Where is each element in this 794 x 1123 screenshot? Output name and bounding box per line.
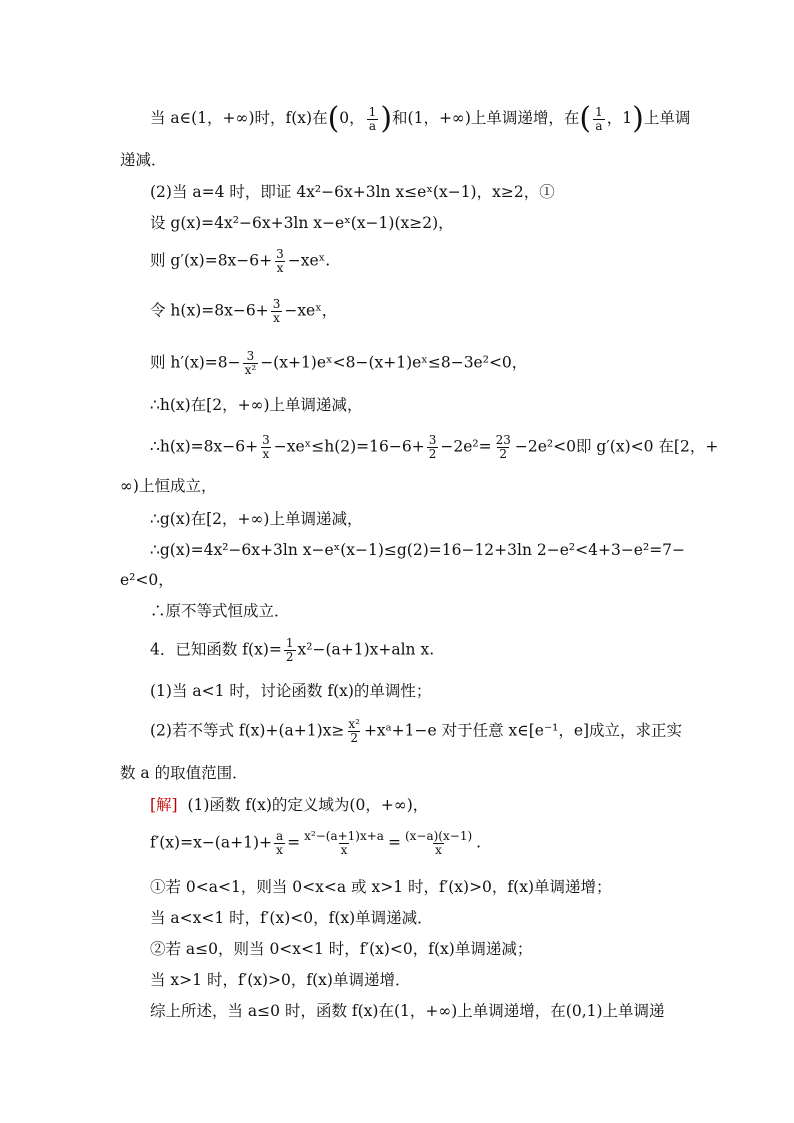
fraction xyxy=(367,106,379,133)
text: +xᵃ+1−e 对于任意 x∈[e⁻¹，e]成立，求正实 xyxy=(363,721,683,740)
fraction xyxy=(274,830,285,857)
line-5 xyxy=(150,248,330,275)
line-14: ∴原不等式恒成立． xyxy=(150,602,290,620)
denominator: x xyxy=(276,843,283,857)
line-3: (2)当 a=4 时，即证 4x²−6x+3ln x≤eˣ(x−1)，x≥2，① xyxy=(150,183,555,201)
denominator: 2 xyxy=(499,447,508,461)
line-24: 当 x>1 时，f′(x)>0，f(x)单调递增． xyxy=(150,971,411,989)
line-17 xyxy=(150,718,682,745)
numerator: 23 xyxy=(495,433,511,447)
line-20 xyxy=(150,830,481,857)
line-22: 当 a<x<1 时，f′(x)<0，f(x)单调递减． xyxy=(150,909,433,927)
fraction xyxy=(302,830,386,857)
numerator: 3 xyxy=(428,433,437,447)
line-11: ∴g(x)在[2，+∞)上单调递减， xyxy=(150,510,363,528)
line-23: ②若 a≤0，则当 0<x<1 时，f′(x)<0，f(x)单调递减； xyxy=(150,940,533,958)
text: −2e²<0即 g′(x)<0 在[2，+ xyxy=(514,437,719,456)
text: = xyxy=(287,833,301,852)
numerator: 1 xyxy=(285,636,294,650)
line-2: 递减． xyxy=(120,151,167,169)
text: f′(x)=x−(a+1)+ xyxy=(150,833,272,852)
denominator: x xyxy=(262,447,270,461)
numerator: x²−(a+1)x+a xyxy=(304,829,384,843)
text: (2)若不等式 f(x)+(a+1)x≥ xyxy=(150,721,345,740)
text: 当 a∈(1，+∞)时，f(x)在 xyxy=(150,109,328,127)
text: . xyxy=(476,833,482,852)
paren-open: ( xyxy=(579,101,592,136)
line-15 xyxy=(150,637,434,664)
text: ，1 xyxy=(606,109,633,127)
denominator: 2 xyxy=(428,447,437,461)
text: (1)函数 f(x)的定义域为(0，+∞)， xyxy=(187,796,429,814)
denominator: x xyxy=(273,311,280,325)
fraction xyxy=(274,248,286,275)
denominator: x xyxy=(435,843,442,857)
numerator: 3 xyxy=(272,297,281,311)
solution-tag: [解] xyxy=(150,796,178,814)
line-12: ∴g(x)=4x²−6x+3ln x−eˣ(x−1)≤g(2)=16−12+3ln 2−e²<4+3−e²=7− xyxy=(150,541,686,559)
line-19 xyxy=(150,795,428,815)
text: −2e²= xyxy=(440,437,492,456)
fraction xyxy=(271,298,283,325)
line-1 xyxy=(150,101,691,136)
denominator: x xyxy=(340,843,348,857)
text: 则 h′(x)=8− xyxy=(150,353,241,372)
line-18: 数 a 的取值范围． xyxy=(120,764,248,782)
text: = xyxy=(387,833,401,852)
paren-close: ) xyxy=(380,101,393,136)
denominator: a xyxy=(368,118,377,133)
denominator: 2 xyxy=(285,650,294,664)
numerator: (x−a)(x−1) xyxy=(404,829,473,843)
text: 和(1，+∞)上单调递增，在 xyxy=(392,109,580,127)
text: 上单调 xyxy=(643,109,691,127)
denominator: 2 xyxy=(350,731,358,745)
text: 4．已知函数 f(x)= xyxy=(150,640,282,659)
numerator: 3 xyxy=(276,247,284,261)
numerator: a xyxy=(275,829,284,843)
fraction xyxy=(284,637,296,664)
text: −xeˣ， xyxy=(284,301,338,320)
numerator: 1 xyxy=(595,104,603,119)
numerator: 1 xyxy=(368,104,377,119)
line-13: e²<0， xyxy=(120,571,174,589)
line-25: 综上所述，当 a≤0 时，函数 f(x)在(1，+∞)上单调递增，在(0,1)上单调递 xyxy=(150,1002,665,1020)
text: −(x+1)eˣ<8−(x+1)eˣ≤8−3e²<0， xyxy=(260,353,528,372)
text: 0， xyxy=(339,109,365,127)
fraction xyxy=(427,434,439,461)
fraction xyxy=(403,830,474,857)
line-16: (1)当 a<1 时，讨论函数 f(x)的单调性； xyxy=(150,682,432,700)
fraction xyxy=(346,718,362,745)
text: 则 g′(x)=8x−6+ xyxy=(150,251,273,270)
line-10: ∞)上恒成立， xyxy=(120,477,217,495)
line-6 xyxy=(150,298,337,325)
line-4: 设 g(x)=4x²−6x+3ln x−eˣ(x−1)(x≥2)， xyxy=(150,214,454,232)
denominator: x² xyxy=(244,363,257,377)
numerator: x² xyxy=(348,717,360,731)
line-21: ①若 0<a<1，则当 0<x<a 或 x>1 时，f′(x)>0，f(x)单调递增； xyxy=(150,878,612,896)
paren-open: ( xyxy=(327,101,340,136)
text: 令 h(x)=8x−6+ xyxy=(150,301,269,320)
text: x²−(a+1)x+aln x. xyxy=(297,640,435,659)
fraction xyxy=(243,350,259,377)
line-7 xyxy=(150,350,527,377)
fraction xyxy=(593,106,605,133)
fraction xyxy=(494,434,513,461)
denominator: a xyxy=(595,118,603,133)
numerator: 3 xyxy=(246,349,255,363)
fraction xyxy=(260,434,272,461)
text: ∴h(x)=8x−6+ xyxy=(150,437,259,456)
text: −xeˣ. xyxy=(287,251,331,270)
paren-close: ) xyxy=(632,101,644,136)
numerator: 3 xyxy=(262,433,270,447)
line-8: ∴h(x)在[2，+∞)上单调递减， xyxy=(150,396,363,414)
denominator: x xyxy=(276,261,284,275)
line-9 xyxy=(150,434,718,461)
text: −xeˣ≤h(2)=16−6+ xyxy=(273,437,425,456)
